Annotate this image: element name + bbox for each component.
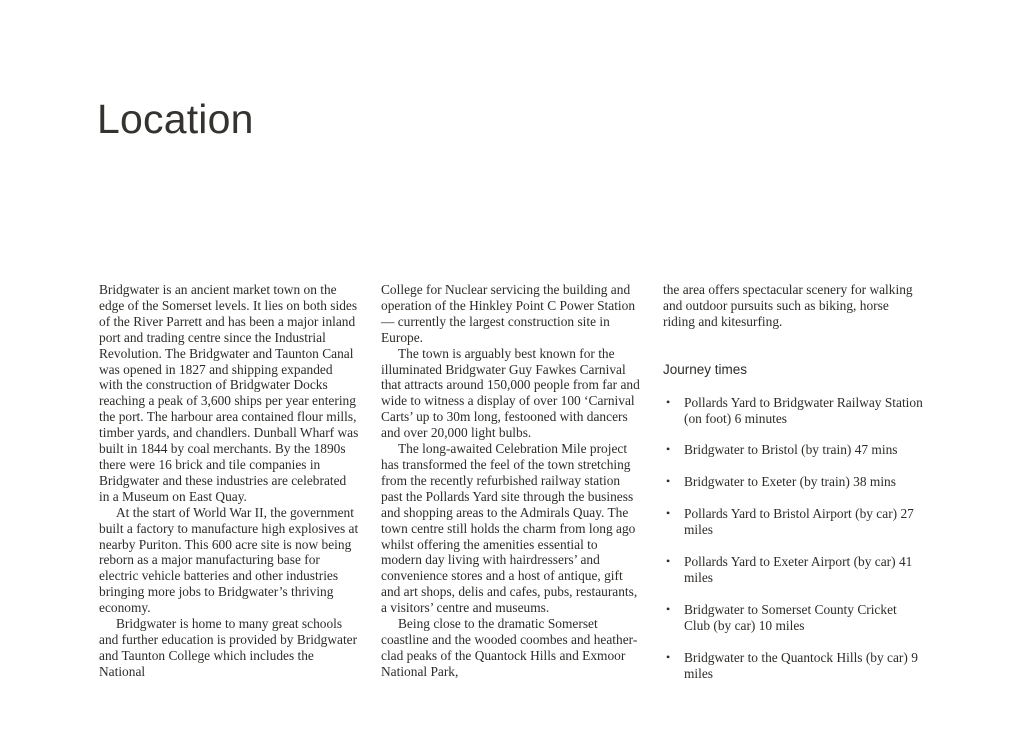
journey-time-item: • Pollards Yard to Exeter Airport (by car) 41 miles bbox=[663, 554, 923, 586]
body-paragraph: Being close to the dramatic Somerset coastline and the wooded coombes and heather-clad peaks of the Quantock Hills and Exmoor National Park, bbox=[381, 616, 638, 679]
journey-time-item: • Bridgwater to Exeter (by train) 38 mins bbox=[663, 474, 923, 490]
page-title: Location bbox=[97, 96, 254, 142]
column-3-paragraphs bbox=[663, 282, 923, 330]
body-paragraph: the area offers spectacular scenery for walking and outdoor pursuits such as biking, horse riding and kitesurfing. bbox=[663, 282, 913, 329]
body-columns bbox=[99, 282, 925, 698]
body-paragraph: The town is arguably best known for the illuminated Bridgwater Guy Fawkes Carnival that attracts around 150,000 people from far and wide to witness a display of over 100 ‘Carnival Carts’ up to 30m long, festooned with dancers and over 20,000 light bulbs. bbox=[381, 345, 640, 441]
column-2-paragraphs bbox=[381, 282, 641, 680]
body-paragraph: Bridgwater is home to many great schools and further education is provided by Bridgwater and Taunton College which includes the National bbox=[99, 616, 358, 679]
column-1-paragraphs bbox=[99, 282, 359, 680]
journey-time-item: • Bridgwater to Somerset County Cricket Club (by car) 10 miles bbox=[663, 602, 923, 634]
body-column-2 bbox=[381, 282, 641, 698]
journey-times-list bbox=[663, 395, 923, 682]
body-paragraph: College for Nuclear servicing the building and operation of the Hinkley Point C Power Station — currently the largest construction site in Europe. bbox=[381, 282, 636, 345]
body-paragraph: Bridgwater is an ancient market town on the edge of the Somerset levels. It lies on both sides of the River Parrett and has been a major inland port and trading centre since the Industrial Revolution. The Bridgwater and Taunton Canal was opened in 1827 and shipping expanded with the construction of Bridgwater Docks reaching a peak of 3,600 ships per year entering the port. The harbour area contained flour mills, timber yards, and chandlers. Dunball Wharf was built in 1844 by coal merchants. By the 1890s there were 16 brick and tile companies in Bridgwater and these industries are celebrated in a Museum on East Quay. bbox=[99, 282, 359, 504]
journey-time-item: • Pollards Yard to Bristol Airport (by car) 27 miles bbox=[663, 506, 923, 538]
body-paragraph: At the start of World War II, the government built a factory to manufacture high explosives at nearby Puriton. This 600 acre site is now being reborn as a major manufacturing base for electric vehicle batteries and other industries bringing more jobs to Bridgwater’s thriving economy. bbox=[99, 504, 359, 616]
body-column-3 bbox=[663, 282, 923, 698]
journey-time-item: • Bridgwater to the Quantock Hills (by car) 9 miles bbox=[663, 650, 923, 682]
journey-time-item: • Pollards Yard to Bridgwater Railway Station (on foot) 6 minutes bbox=[663, 395, 923, 427]
body-paragraph: The long-awaited Celebration Mile project has transformed the feel of the town stretching from the recently refurbished railway station past the Pollards Yard site through the business and shopping areas to the Admirals Quay. The town centre still holds the charm from long ago whilst offering the amenities essential to modern day living with hairdressers’ and convenience stores and a host of antique, gift and art shops, delis and cafes, pubs, restaurants, a visitors’ centre and museums. bbox=[381, 441, 638, 616]
journey-times-heading: Journey times bbox=[663, 361, 748, 377]
journey-time-item: • Bridgwater to Bristol (by train) 47 mins bbox=[663, 442, 923, 458]
body-column-1 bbox=[99, 282, 359, 698]
